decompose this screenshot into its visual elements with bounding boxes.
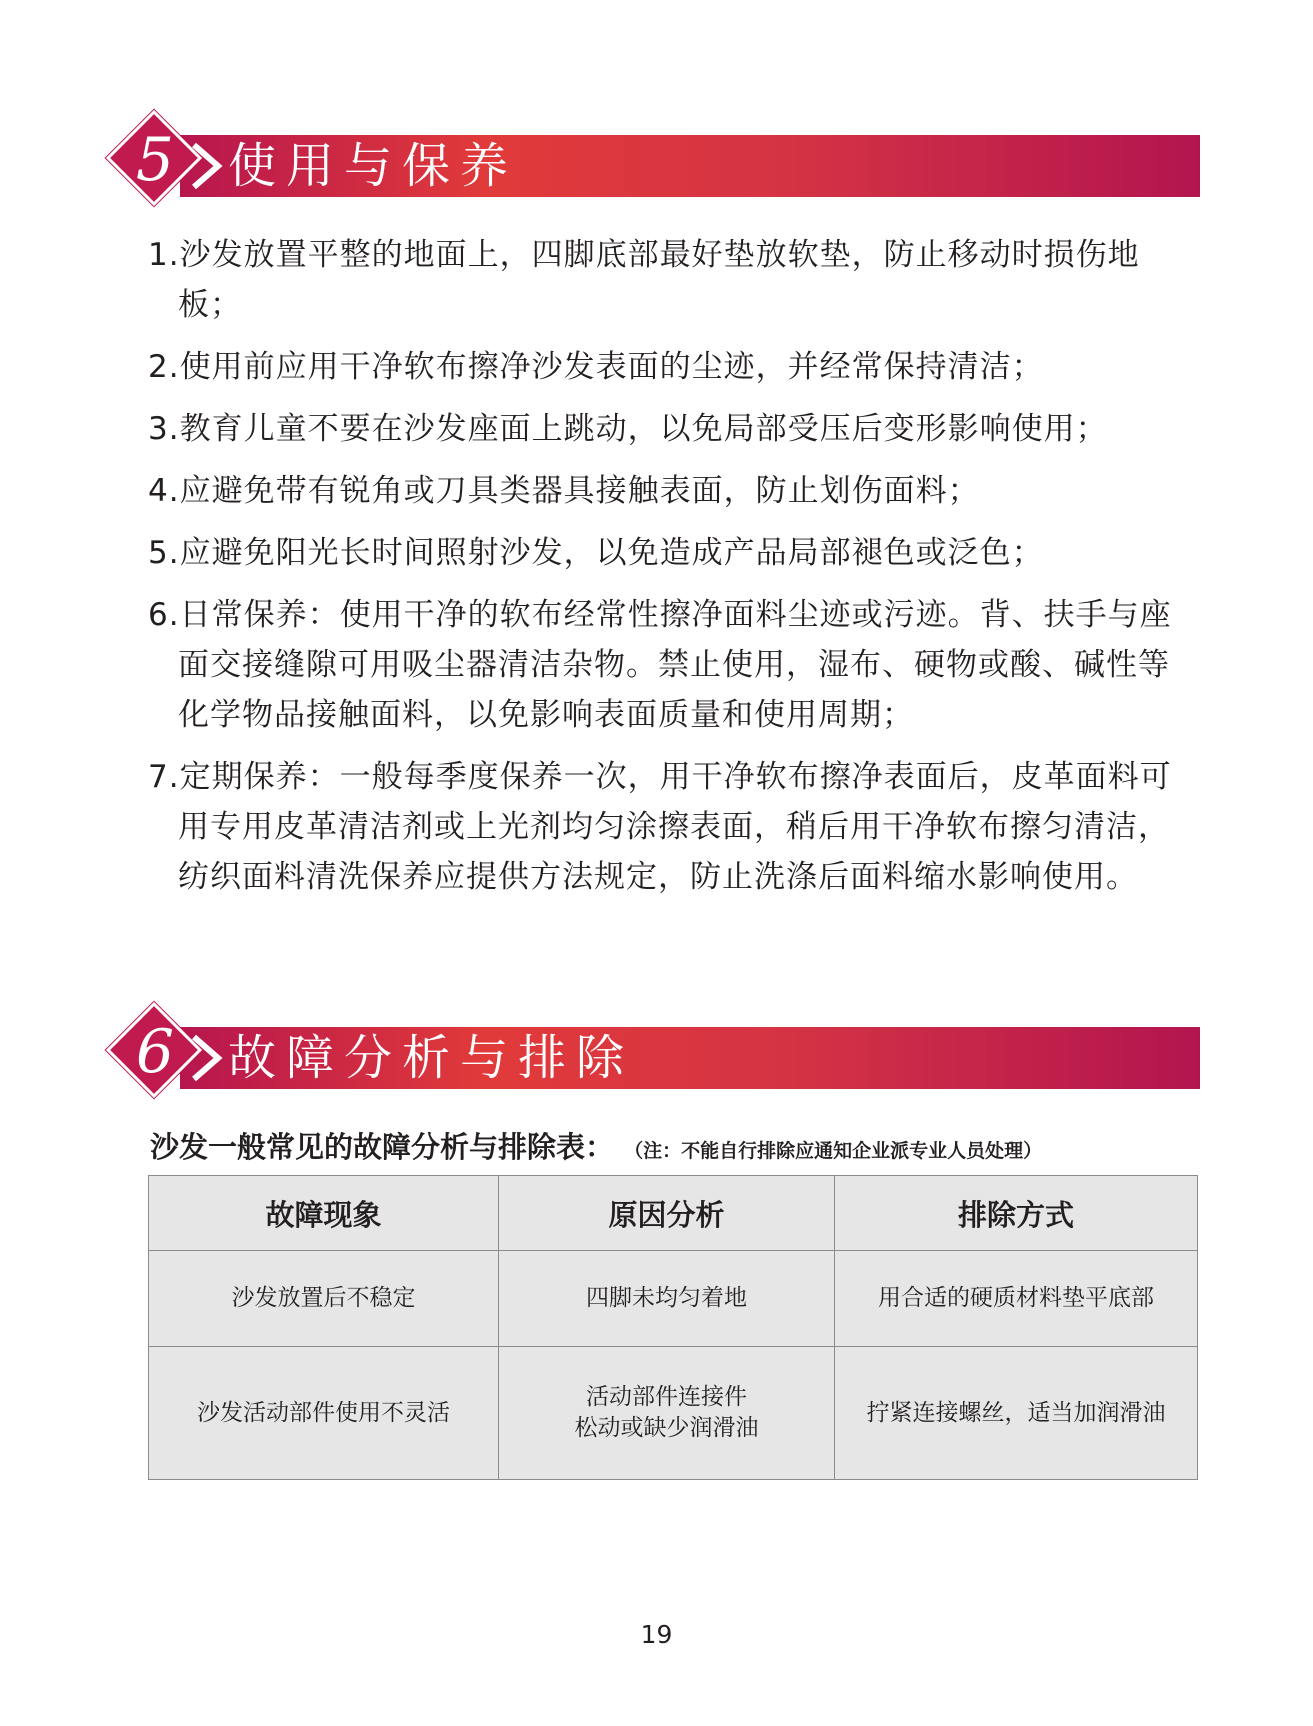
section-title: 使用与保养 (228, 138, 519, 194)
table-row (149, 1347, 1198, 1480)
list-item: 7.定期保养：一般每季度保养一次，用干净软布擦净表面后，皮革面料可用专用皮革清洁剂或上光剂均匀涂擦表面，稍后用干净软布擦匀清洁，纺织面料清洗保养应提供方法规定，防止洗涤后面料缩水影响使用。 (148, 759, 1172, 895)
cause-cell (499, 1251, 835, 1347)
cause-line: 活动部件连接件 (586, 1384, 747, 1410)
cause-line: 四脚未均匀着地 (586, 1285, 747, 1311)
table-caption (150, 1125, 1042, 1166)
chevron-right-icon (190, 141, 224, 191)
fault-table (148, 1175, 1198, 1480)
list-item: 2.使用前应用干净软布擦净沙发表面的尘迹，并经常保持清洁； (148, 349, 1044, 385)
column-header: 排除方式 (835, 1176, 1198, 1251)
remedy-cell: 拧紧连接螺丝，适当加润滑油 (835, 1347, 1198, 1480)
page-number: 19 (640, 1620, 673, 1649)
symptom-cell: 沙发活动部件使用不灵活 (149, 1347, 499, 1480)
chevron-right-icon (190, 1033, 224, 1083)
list-item: 1.沙发放置平整的地面上，四脚底部最好垫放软垫，防止移动时损伤地板； (148, 237, 1140, 323)
remedy-cell: 用合适的硬质材料垫平底部 (835, 1251, 1198, 1347)
list-item: 6.日常保养：使用干净的软布经常性擦净面料尘迹或污迹。背、扶手与座面交接缝隙可用吸尘器清洁杂物。禁止使用，湿布、硬物或酸、碱性等化学物品接触面料，以免影响表面质量和使用周期； (148, 597, 1172, 733)
cause-line: 松动或缺少润滑油 (574, 1415, 759, 1441)
column-header: 故障现象 (149, 1176, 499, 1251)
care-list (148, 230, 1188, 914)
table-note: （注：不能自行排除应通知企业派专业人员处理） (624, 1140, 1043, 1162)
list-item: 4.应避免带有锐角或刀具类器具接触表面，防止划伤面料； (148, 473, 980, 509)
table-caption-text: 沙发一般常见的故障分析与排除表： (150, 1130, 615, 1164)
table-header-row (149, 1176, 1198, 1251)
section-header-troubleshoot (110, 1010, 1200, 1094)
list-item: 3.教育儿童不要在沙发座面上跳动，以免局部受压后变形影响使用； (148, 411, 1108, 447)
symptom-cell: 沙发放置后不稳定 (149, 1251, 499, 1347)
table-row (149, 1251, 1198, 1347)
section-number: 5 (135, 125, 175, 195)
section-title: 故障分析与排除 (228, 1030, 635, 1086)
section-header-care (110, 118, 1200, 202)
column-header: 原因分析 (499, 1176, 835, 1251)
cause-cell (499, 1347, 835, 1480)
section-number: 6 (135, 1017, 175, 1087)
list-item: 5.应避免阳光长时间照射沙发，以免造成产品局部褪色或泛色； (148, 535, 1044, 571)
